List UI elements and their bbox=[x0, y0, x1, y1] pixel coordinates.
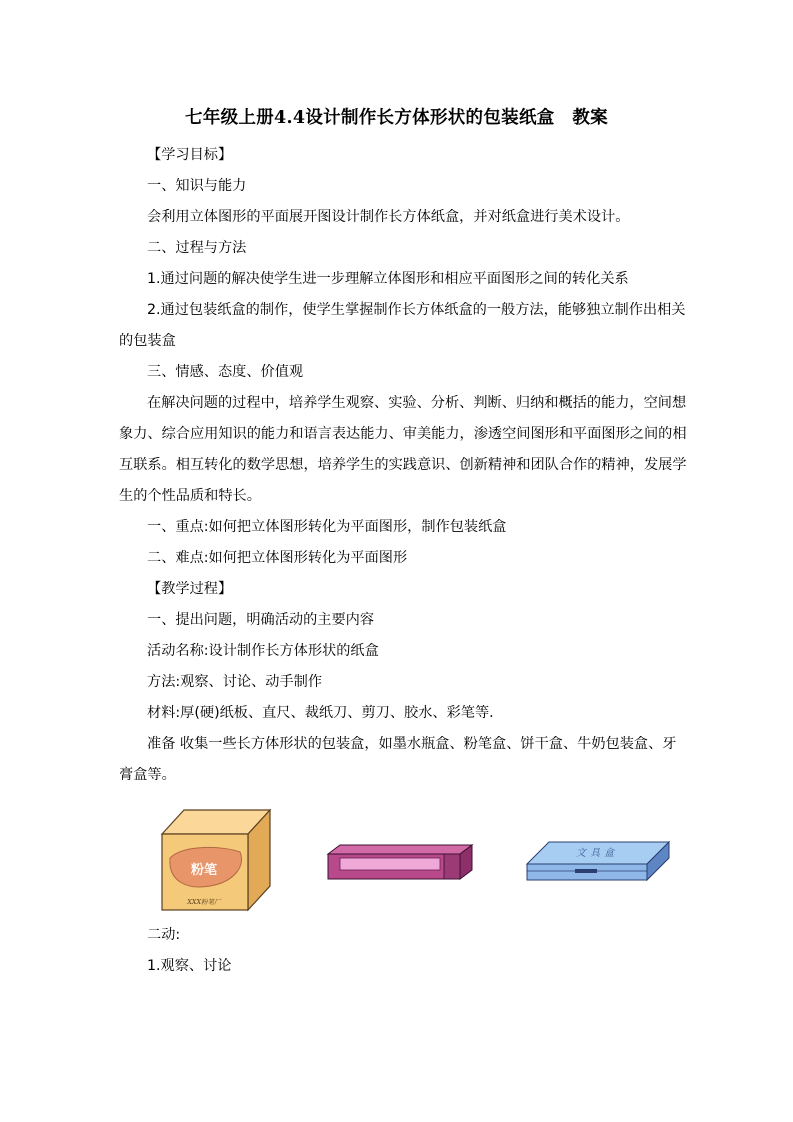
paragraph-text: 在解决问题的过程中，培养学生观察、实验、分析、判断、归纳和概括的能力，空间想 bbox=[147, 395, 687, 411]
paragraph-text: 会利用立体图形的平面展开图设计制作长方体纸盒，并对纸盒进行美术设计。 bbox=[147, 209, 630, 225]
pen-box-image bbox=[326, 842, 474, 882]
chalk-box-label: 粉笔 bbox=[190, 863, 218, 878]
key-point: 一、重点:如何把立体图形转化为平面图形，制作包装纸盒 bbox=[147, 519, 507, 535]
subheading-activity: 二动: bbox=[147, 927, 181, 943]
paragraph-text: 材料:厚(硬)纸板、直尺、裁纸刀、剪刀、胶水、彩笔等. bbox=[147, 705, 494, 721]
section-heading-learning-goals: 【学习目标】 bbox=[147, 147, 233, 163]
paragraph-text: 互联系。相互转化的数学思想，培养学生的实践意识、创新精神和团队合作的精神，发展学 bbox=[119, 457, 687, 473]
section-heading-teaching-process: 【教学过程】 bbox=[147, 581, 233, 597]
stationery-box-label: 文具盒 bbox=[576, 848, 618, 859]
paragraph-text: 准备 收集一些长方体形状的包装盒，如墨水瓶盒、粉笔盒、饼干盒、牛奶包装盒、牙 bbox=[147, 736, 677, 752]
paragraph-text: 象力、综合应用知识的能力和语言表达能力、审美能力，渗透空间图形和平面图形之间的相 bbox=[119, 426, 687, 442]
paragraph-text: 活动名称:设计制作长方体形状的纸盒 bbox=[147, 643, 379, 659]
subheading-emotion: 三、情感、态度、价值观 bbox=[147, 364, 304, 380]
chalk-box-image bbox=[160, 808, 272, 912]
subheading-process: 二、过程与方法 bbox=[147, 240, 247, 256]
paragraph-text: 膏盒等。 bbox=[119, 767, 176, 783]
paragraph-text: 1.观察、讨论 bbox=[147, 958, 232, 974]
stationery-box-image bbox=[525, 840, 671, 882]
subheading-raise-question: 一、提出问题，明确活动的主要内容 bbox=[147, 612, 375, 628]
chalk-box-maker: XXX粉笔厂 bbox=[187, 898, 221, 906]
paragraph-text: 的包装盒 bbox=[119, 333, 176, 349]
page-title: 七年级上册4.4设计制作长方体形状的包装纸盒 教案 bbox=[185, 108, 608, 128]
paragraph-text: 生的个性品质和特长。 bbox=[119, 488, 261, 504]
paragraph-text: 方法:观察、讨论、动手制作 bbox=[147, 674, 323, 690]
paragraph-text: 1.通过问题的解决使学生进一步理解立体图形和相应平面图形之间的转化关系 bbox=[147, 271, 629, 287]
difficult-point: 二、难点:如何把立体图形转化为平面图形 bbox=[147, 550, 408, 566]
subheading-knowledge: 一、知识与能力 bbox=[147, 178, 247, 194]
paragraph-text: 2.通过包装纸盒的制作，使学生掌握制作长方体纸盒的一般方法，能够独立制作出相关 bbox=[147, 302, 686, 318]
